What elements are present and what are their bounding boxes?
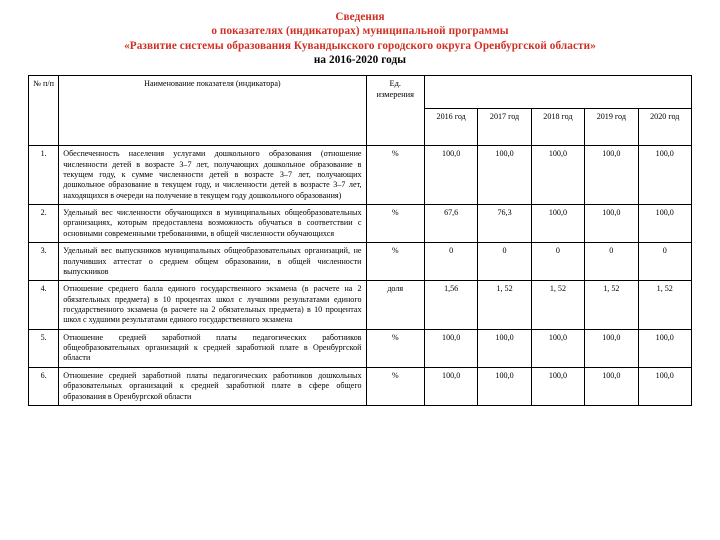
title-line-4: на 2016-2020 годы: [313, 53, 407, 66]
table-row: [29, 243, 692, 281]
row-num: 1.: [29, 146, 59, 205]
row-num: 3.: [29, 243, 59, 281]
row-value-2016: 1,56: [424, 281, 477, 329]
row-name: Отношение среднего балла единого государственного экзамена (в расчете на 2 обязательных предмета) в 10 процентах школ с лучшими результатами единого государственного экзамена (в расчете на 2 обязательных предмета) в 10 процентах школ с худшими результатами единого государственного экзамена: [59, 281, 366, 329]
header-year-2018: 2018 год: [531, 109, 584, 146]
row-name: Отношение средней заработной платы педагогических работников общеобразовательных организаций к средней заработной плате в Оренбургской области: [59, 329, 366, 367]
row-value-2017: 100,0: [478, 329, 531, 367]
row-value-2016: 100,0: [424, 367, 477, 405]
row-value-2016: 0: [424, 243, 477, 281]
row-unit: %: [366, 243, 424, 281]
row-unit: %: [366, 205, 424, 243]
row-unit: доля: [366, 281, 424, 329]
row-value-2017: 100,0: [478, 146, 531, 205]
header-year-2020: 2020 год: [638, 109, 691, 146]
row-num: 5.: [29, 329, 59, 367]
row-value-2018: 100,0: [531, 205, 584, 243]
row-value-2017: 100,0: [478, 367, 531, 405]
row-name: Обеспеченность населения услугами дошкольного образования (отношение численности детей в возрасте 3–7 лет, получающих дошкольное образование в текущем году, к сумме численности детей в возрасте 3–7 лет, получающих дошкольное образование в текущем году, и численности детей в возрасте 3–7 лет, находящихся в очереди на получение в текущем году дошкольного образования): [59, 146, 366, 205]
row-num: 2.: [29, 205, 59, 243]
row-value-2018: 100,0: [531, 329, 584, 367]
row-num: 4.: [29, 281, 59, 329]
row-value-2017: 1, 52: [478, 281, 531, 329]
row-value-2017: 0: [478, 243, 531, 281]
row-value-2018: 0: [531, 243, 584, 281]
row-value-2019: 100,0: [585, 146, 638, 205]
row-value-2017: 76,3: [478, 205, 531, 243]
row-value-2016: 100,0: [424, 146, 477, 205]
row-name: Отношение средней заработной платы педагогических работников дошкольных образовательных организаций к средней заработной плате в сфере общего образования в Оренбургской области: [59, 367, 366, 405]
row-value-2016: 67,6: [424, 205, 477, 243]
row-value-2019: 100,0: [585, 205, 638, 243]
row-value-2018: 100,0: [531, 367, 584, 405]
row-num: 6.: [29, 367, 59, 405]
header-num: № п/п: [29, 76, 59, 146]
title-line-2: о показателях (индикаторах) муниципальной программы: [211, 25, 509, 38]
table-header-row-1: [29, 76, 692, 109]
header-year-2017: 2017 год: [478, 109, 531, 146]
row-value-2020: 100,0: [638, 205, 691, 243]
row-value-2019: 100,0: [585, 329, 638, 367]
header-unit: Ед. измерения: [366, 76, 424, 146]
row-unit: %: [366, 329, 424, 367]
row-value-2019: 1, 52: [585, 281, 638, 329]
row-value-2018: 100,0: [531, 146, 584, 205]
table-body: [29, 146, 692, 406]
row-value-2016: 100,0: [424, 329, 477, 367]
table-row: [29, 205, 692, 243]
row-value-2020: 100,0: [638, 367, 691, 405]
table-row: [29, 367, 692, 405]
table-row: [29, 146, 692, 205]
row-unit: %: [366, 367, 424, 405]
title-line-3: «Развитие системы образования Кувандыкского городского округа Оренбургской области»: [124, 39, 596, 52]
header-year-2019: 2019 год: [585, 109, 638, 146]
row-value-2019: 0: [585, 243, 638, 281]
row-value-2020: 1, 52: [638, 281, 691, 329]
row-value-2020: 100,0: [638, 329, 691, 367]
table-row: [29, 281, 692, 329]
header-years-spacer: [424, 76, 691, 109]
header-name: Наименование показателя (индикатора): [59, 76, 366, 146]
row-value-2020: 100,0: [638, 146, 691, 205]
title-line-1: Сведения: [335, 11, 385, 23]
table-header: [29, 76, 692, 146]
row-name: Удельный вес численности обучающихся в муниципальных общеобразовательных организациях, которым предоставлена возможность обучаться в соответствии с основными современными требованиями, в общей численности обучающихся: [59, 205, 366, 243]
header-year-2016: 2016 год: [424, 109, 477, 146]
row-value-2018: 1, 52: [531, 281, 584, 329]
row-value-2019: 100,0: [585, 367, 638, 405]
indicators-table: [28, 75, 692, 406]
document-title-block: [28, 10, 692, 67]
row-value-2020: 0: [638, 243, 691, 281]
row-name: Удельный вес выпускников муниципальных общеобразовательных организаций, не получивших аттестат о среднем общем образовании, в общей численности выпускников: [59, 243, 366, 281]
row-unit: %: [366, 146, 424, 205]
table-row: [29, 329, 692, 367]
